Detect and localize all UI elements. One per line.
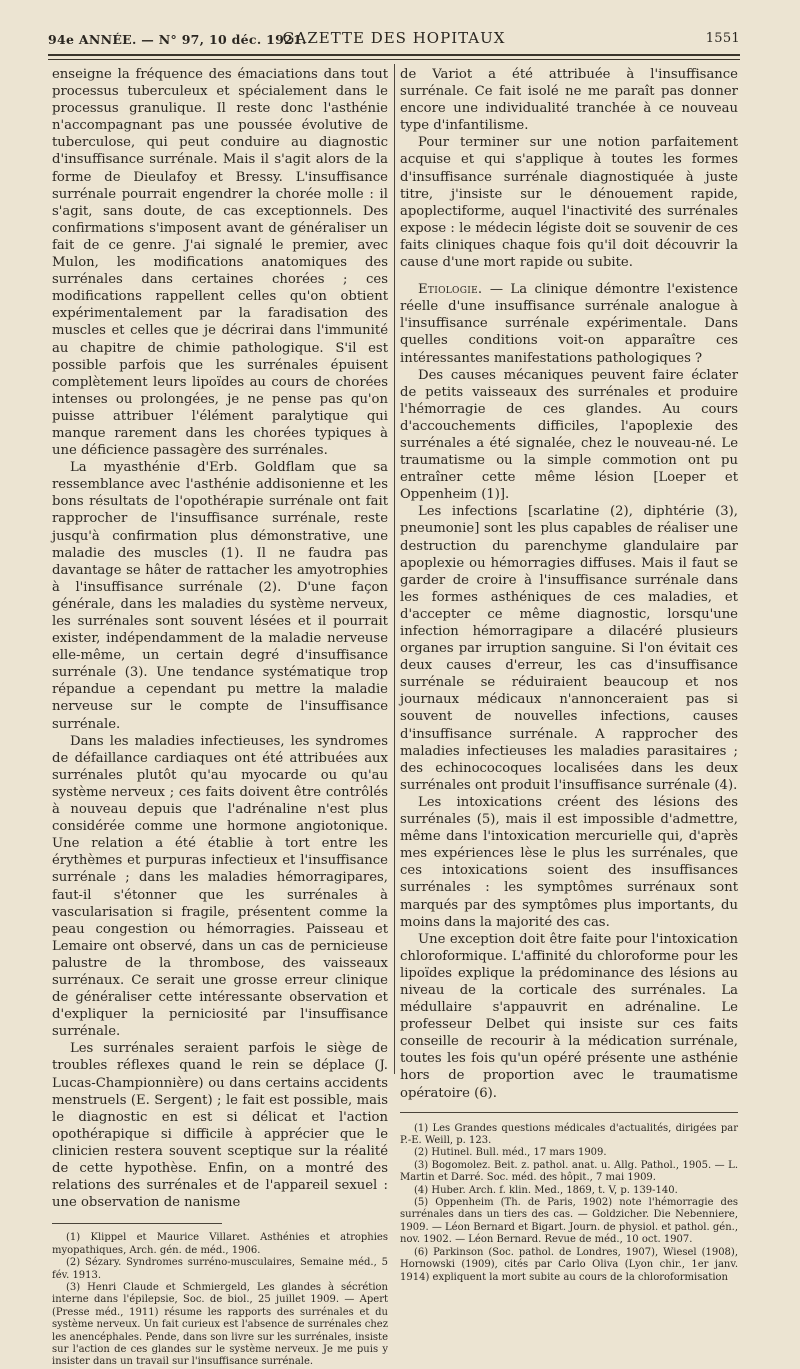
footnote: (3) Henri Claude et Schmiergeld, Les glandes à sécrétion interne dans l'épilepsie, Soc. de biol., 25 juillet 1909. — Apert (Presse méd., 1911) résume les rapports des surrénales et du système nerveux. Un fait curieux est l'absence de surrénales chez les anencéphales. Pende, dans son livre sur les surrénales, insiste sur l'action de ces glandes sur le système nerveux. Je me puis y insister dans un travail sur l'insuffisance surrénale. — [52, 1281, 388, 1368]
paragraph: Dans les maladies infectieuses, les syndromes de défaillance cardiaques ont été attribuées aux surrénales plutôt qu'au myocarde ou qu'au système nerveux ; ces faits doivent être contrôlés à nouveau depuis que l'adrénaline n'est plus considérée comme une hormone angiotonique. Une relation a été établie à tort entre les érythèmes et purpuras infectieux et l'insuffisance surrénale ; dans les maladies hémorragipares, faut-il s'étonner que les surrénales à vascularisation si fragile, présentent comme la peau congestion ou hémorragies. Paisseau et Lemaire ont observé, dans un cas de pernicieuse palustre de la thrombose, des vaisseaux surrénaux. Ce serait une grosse erreur clinique de généraliser cette intéressante observation et d'expliquer la perniciosité par l'insuffisance surrénale. — [52, 733, 388, 1040]
footnote-rule — [400, 1112, 738, 1113]
footnote: (5) Oppenheim (Th. de Paris, 1902) note l'hémorragie des surrénales dans un tiers des cas. — Goldzicher. Die Nebenniere, 1909. — Léon Bernard et Bigart. Journ. de physiol. et pathol. gén., nov. 1902. — Léon Bernard. Revue de méd., 10 oct. 1907. — [400, 1197, 738, 1246]
paragraph: Les infections [scarlatine (2), diphtérie (3), pneumonie] sont les plus capables de réaliser une destruction du parenchyme glandulaire par apoplexie ou hémorragies diffuses. Mais il faut se garder de croire à l'insuffisance surrénale dans les formes asthéniques de ces maladies, et d'accepter ce même diagnostic, lorsqu'une infection hémorragipare a dilacéré plusieurs organes par irruption sanguine. Si l'on évitait ces deux causes d'erreur, les cas d'insuffisance surrénale se réduiraient beaucoup et nos journaux médicaux n'annonceraient pas si souvent de nouvelles infections, causes d'insuffisance surrénale. A rapprocher des maladies infectieuses les maladies parasitaires ; des echinococoques localisées dans les deux surrénales ont produit l'insuffisance surrénale (4). — [400, 504, 738, 793]
footnotes — [400, 1123, 738, 1284]
right-column — [400, 66, 738, 1284]
section-text: — La clinique démontre l'existence réelle d'une insuffisance surrénale analogue à l'insuffisance surrénale expérimentale. Dans quelles conditions voit-on apparaître ces intéressantes manifestations pathologiques ? — [400, 282, 738, 366]
section-heading: Etiologie. — [418, 282, 483, 298]
page-number: 1551 — [705, 31, 740, 46]
header-rule-thin — [48, 59, 740, 60]
paragraph: Les intoxications créent des lésions des surrénales (5), mais il est impossible d'admettre, même dans l'intoxication mercurielle qui, d'après mes expériences lèse le plus les surrénales, que ces intoxications soient des insuffisances surrénales : les symptômes surrénaux sont marqués par des symptômes plus importants, du moins dans la majorité des cas. — [400, 794, 738, 930]
footnote: (4) Huber. Arch. f. klin. Med., 1869, t. V, p. 139-140. — [414, 1184, 678, 1196]
issue-info: 94e ANNÉE. — N° 97, 10 déc. 1921. — [48, 32, 307, 47]
footnote: (6) Parkinson (Soc. pathol. de Londres, 1907), Wiesel (1908), Hornowski (1909), cités par Carlo Oliva (Lyon chir., 1er janv. 1914) expliquent la mort subite au cours de la chloroformisation — [400, 1246, 738, 1283]
footnotes — [52, 1232, 388, 1368]
paragraph: Pour terminer sur une notion parfaitement acquise et qui s'applique à toutes les formes d'insuffisance surrénale diagnostiquée à juste titre, j'insiste sur le dénouement rapide, apoplectiforme, auquel l'inactivité des surrénales expose : le médecin légiste doit se souvenir de ces faits cliniques chaque fois qu'il doit découvrir la cause d'une mort rapide ou subite. — [400, 135, 738, 271]
column-divider — [394, 64, 395, 1074]
paragraph: Des causes mécaniques peuvent faire éclater de petits vaisseaux des surrénales et produire l'hémorragie de ces glandes. Au cours d'accouchements difficiles, l'apoplexie des surrénales a été signalée, chez le nouveau-né. Le traumatisme ou la simple commotion ont pu entraîner cette même lésion [Loeper et Oppenheim (1)]. — [400, 367, 738, 503]
paragraph: Les surrénales seraient parfois le siège de troubles réflexes quand le rein se déplace (J. Lucas-Championnière) ou dans certains accidents menstruels (E. Sergent) ; le fait est possible, mais le diagnostic en est si délicat et l'action opothérapique si difficile à apprécier que le clinicien restera souvent sceptique sur la réalité de cette hypothèse. Enfin, on a montré des relations des surrénales et de l'appareil sexuel : une observation de nanisme — [52, 1041, 388, 1211]
footnote: (3) Bogomolez. Beit. z. pathol. anat. u. Allg. Pathol., 1905. — L. Martin et Darré. Soc. méd. des hôpit., 7 mai 1909. — [400, 1159, 738, 1184]
paragraph: Une exception doit être faite pour l'intoxication chloroformique. L'affinité du chloroforme pour les lipoïdes explique la prédominance des lésions au niveau de la corticale des surrénales. La médullaire s'appauvrit en adrénaline. Le professeur Delbet qui insiste sur ces faits conseille de recourir à la médication surrénale, toutes les fois qu'un opéré présente une asthénie hors de proportion avec le traumatisme opératoire (6). — [400, 931, 738, 1101]
footnote-rule — [52, 1223, 222, 1224]
paragraph: enseigne la fréquence des émaciations dans tout processus tuberculeux et spécialement dans le processus granulique. Il reste donc l'asthénie n'accompagnant pas une poussée évolutive de tuberculose, qui peut conduire au diagnostic d'insuffisance surrénale. Mais il s'agit alors de la forme de Dieulafoy et Bressy. L'insuffisance surrénale pourrait engendrer la chorée molle : il s'agit, sans doute, de cas exceptionnels. Des confirmations s'imposent avant de généraliser un fait de ce genre. J'ai signalé le premier, avec Mulon, les modifications anatomiques des surrénales dans certaines chorées ; ces modifications rappellent celles qu'on obtient expérimentalement par la faradisation des muscles et celles que je décrirai dans l'immunité au chapitre de chimie pathologique. S'il est possible parfois que les surrénales épuisent complètement leurs lipoïdes au cours de chorées intenses ou prolongées, je ne pense pas qu'on puisse attribuer l'élément paralytique qui manque rarement dans les chorées typiques à une déficience passagère des surrénales. — [52, 67, 388, 459]
header-rule — [48, 54, 740, 56]
footnote: (2) Hutinel. Bull. méd., 17 mars 1909. — [414, 1147, 607, 1159]
left-column — [52, 66, 388, 1369]
page-header — [48, 28, 740, 50]
paragraph: La myasthénie d'Erb. Goldflam que sa ressemblance avec l'asthénie addisonienne et les bons résultats de l'opothérapie surrénale ont fait rapprocher de l'insuffisance surrénale, reste jusqu'à confirmation plus démonstrative, une maladie des muscles (1). Il ne faudra pas davantage se hâter de rattacher les amyotrophies à l'insuffisance surrénale (2). D'une façon générale, dans les maladies du système nerveux, les surrénales sont souvent lésées et il pourrait exister, indépendamment de la maladie nerveuse elle-même, un certain degré d'insuffisance surrénale (3). Une tendance systématique trop répandue a cependant pu mettre la maladie nerveuse sur le compte de l'insuffisance surrénale. — [52, 460, 388, 732]
paragraph: de Variot a été attribuée à l'insuffisance surrénale. Ce fait isolé ne me paraît pas donner encore une individualité tranchée à ce nouveau type d'infantilisme. — [400, 67, 738, 134]
footnote: (2) Sézary. Syndromes surréno-musculaires, Semaine méd., 5 fév. 1913. — [52, 1257, 388, 1281]
journal-title: GAZETTE DES HOPITAUX — [282, 29, 506, 47]
footnote: (1) Les Grandes questions médicales d'actualités, dirigées par P.-E. Weill, p. 123. — [400, 1122, 738, 1147]
footnote: (1) Klippel et Maurice Villaret. Asthénies et atrophies myopathiques, Arch. gén. de méd., 1906. — [52, 1232, 388, 1256]
section-paragraph — [400, 281, 738, 366]
